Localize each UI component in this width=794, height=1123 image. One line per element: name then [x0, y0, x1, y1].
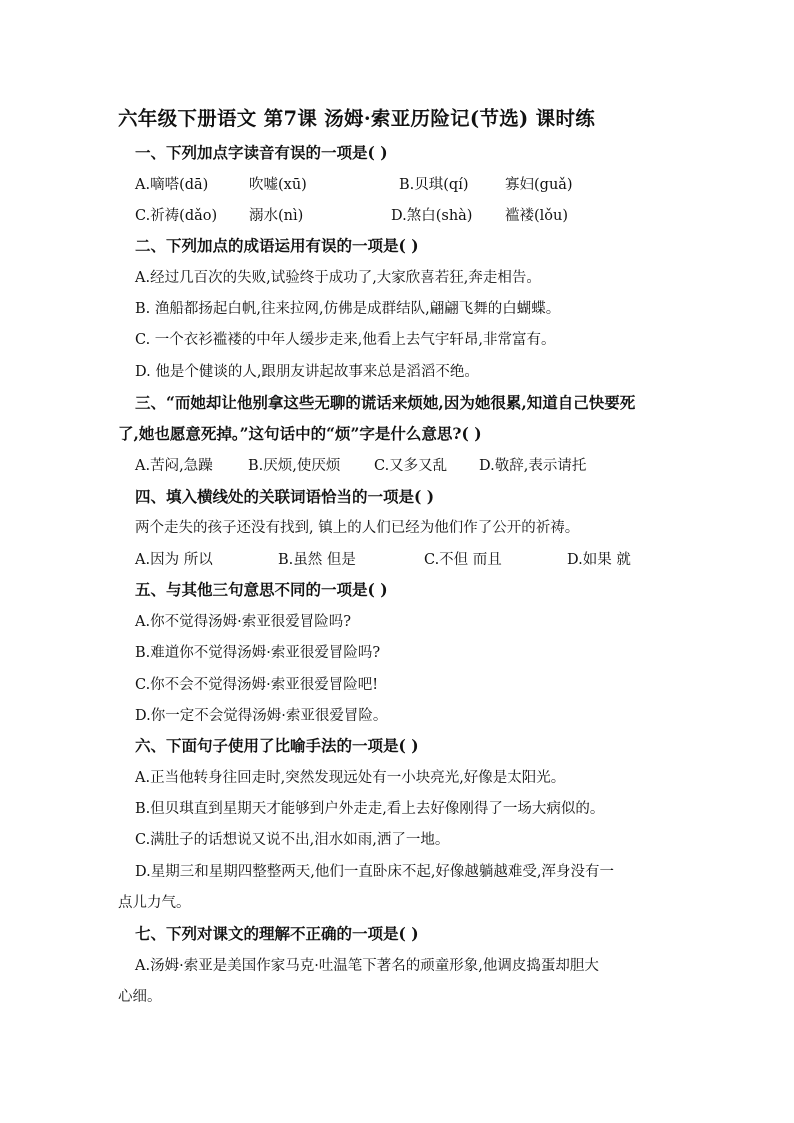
q1-option-c-word2: 溺水(nì)	[249, 208, 304, 224]
q2-option-a: A.经过几百次的失败,试验终于成功了,大家欣喜若狂,奔走相告。	[135, 270, 541, 286]
q4-option-d: D.如果 就	[567, 552, 631, 568]
q1-option-a-word2: 吹嘘(xū)	[249, 177, 307, 193]
page-title: 六年级下册语文 第7课 汤姆·索亚历险记(节选) 课时练	[118, 107, 596, 130]
q5-option-c: C.你不会不觉得汤姆·索亚很爱冒险吧!	[135, 677, 379, 693]
question-5-stem: 五、与其他三句意思不同的一项是( )	[135, 580, 388, 599]
q6-option-d-line2: 点儿力气。	[118, 895, 191, 911]
q1-option-b-word1: B.贝琪(qí)	[399, 177, 469, 193]
q5-option-a: A.你不觉得汤姆·索亚很爱冒险吗?	[135, 614, 351, 630]
q2-option-c: C. 一个衣衫褴褛的中年人缓步走来,他看上去气宇轩昂,非常富有。	[135, 332, 556, 348]
q1-option-a-word1: A.嘀嗒(dā)	[135, 177, 209, 193]
q6-option-d-line1: D.星期三和星期四整整两天,他们一直卧床不起,好像越躺越难受,浑身没有一	[135, 864, 615, 880]
q1-option-c-word1: C.祈祷(dǎo)	[135, 208, 218, 224]
q3-option-d: D.敬辞,表示请托	[479, 458, 587, 474]
q3-option-c: C.又多又乱	[374, 458, 448, 474]
q5-option-d: D.你一定不会觉得汤姆·索亚很爱冒险。	[135, 708, 388, 724]
question-2-stem: 二、下列加点的成语运用有误的一项是( )	[135, 236, 419, 255]
q3-option-b: B.厌烦,使厌烦	[248, 458, 341, 474]
q1-option-b-word2: 寡妇(guǎ)	[505, 177, 573, 193]
question-7-stem: 七、下列对课文的理解不正确的一项是( )	[135, 924, 419, 943]
question-4-stem: 四、填入横线处的关联词语恰当的一项是( )	[135, 487, 435, 506]
q7-option-a-line1: A.汤姆·索亚是美国作家马克·吐温笔下著名的顽童形象,他调皮捣蛋却胆大	[135, 958, 599, 974]
q6-option-b: B.但贝琪直到星期天才能够到户外走走,看上去好像刚得了一场大病似的。	[135, 801, 605, 817]
q1-option-d-word1: D.煞白(shà)	[391, 208, 473, 224]
question-6-stem: 六、下面句子使用了比喻手法的一项是( )	[135, 736, 419, 755]
q6-option-c: C.满肚子的话想说又说不出,泪水如雨,洒了一地。	[135, 832, 450, 848]
question-3-stem-line2: 了,她也愿意死掉。”这句话中的“烦”字是什么意思?( )	[118, 424, 482, 443]
q3-option-a: A.苦闷,急躁	[135, 458, 213, 474]
q2-option-b: B. 渔船都扬起白帆,往来拉网,仿佛是成群结队,翩翩飞舞的白蝴蝶。	[135, 301, 561, 317]
q4-option-a: A.因为 所以	[135, 552, 213, 568]
q6-option-a: A.正当他转身往回走时,突然发现远处有一小块亮光,好像是太阳光。	[135, 770, 566, 786]
q2-option-d: D. 他是个健谈的人,跟朋友讲起故事来总是滔滔不绝。	[135, 364, 479, 380]
q4-sentence: 两个走失的孩子还没有找到, 镇上的人们已经为他们作了公开的祈祷。	[135, 520, 580, 536]
q5-option-b: B.难道你不觉得汤姆·索亚很爱冒险吗?	[135, 645, 381, 661]
q4-option-c: C.不但 而且	[424, 552, 502, 568]
question-3-stem-line1: 三、“而她却让他别拿这些无聊的谎话来烦她,因为她很累,知道自己快要死	[135, 393, 636, 412]
question-1-stem: 一、下列加点字读音有误的一项是( )	[135, 143, 388, 162]
q4-option-b: B.虽然 但是	[278, 552, 356, 568]
q1-option-d-word2: 褴褛(lǒu)	[505, 208, 569, 224]
q7-option-a-line2: 心细。	[118, 989, 162, 1005]
